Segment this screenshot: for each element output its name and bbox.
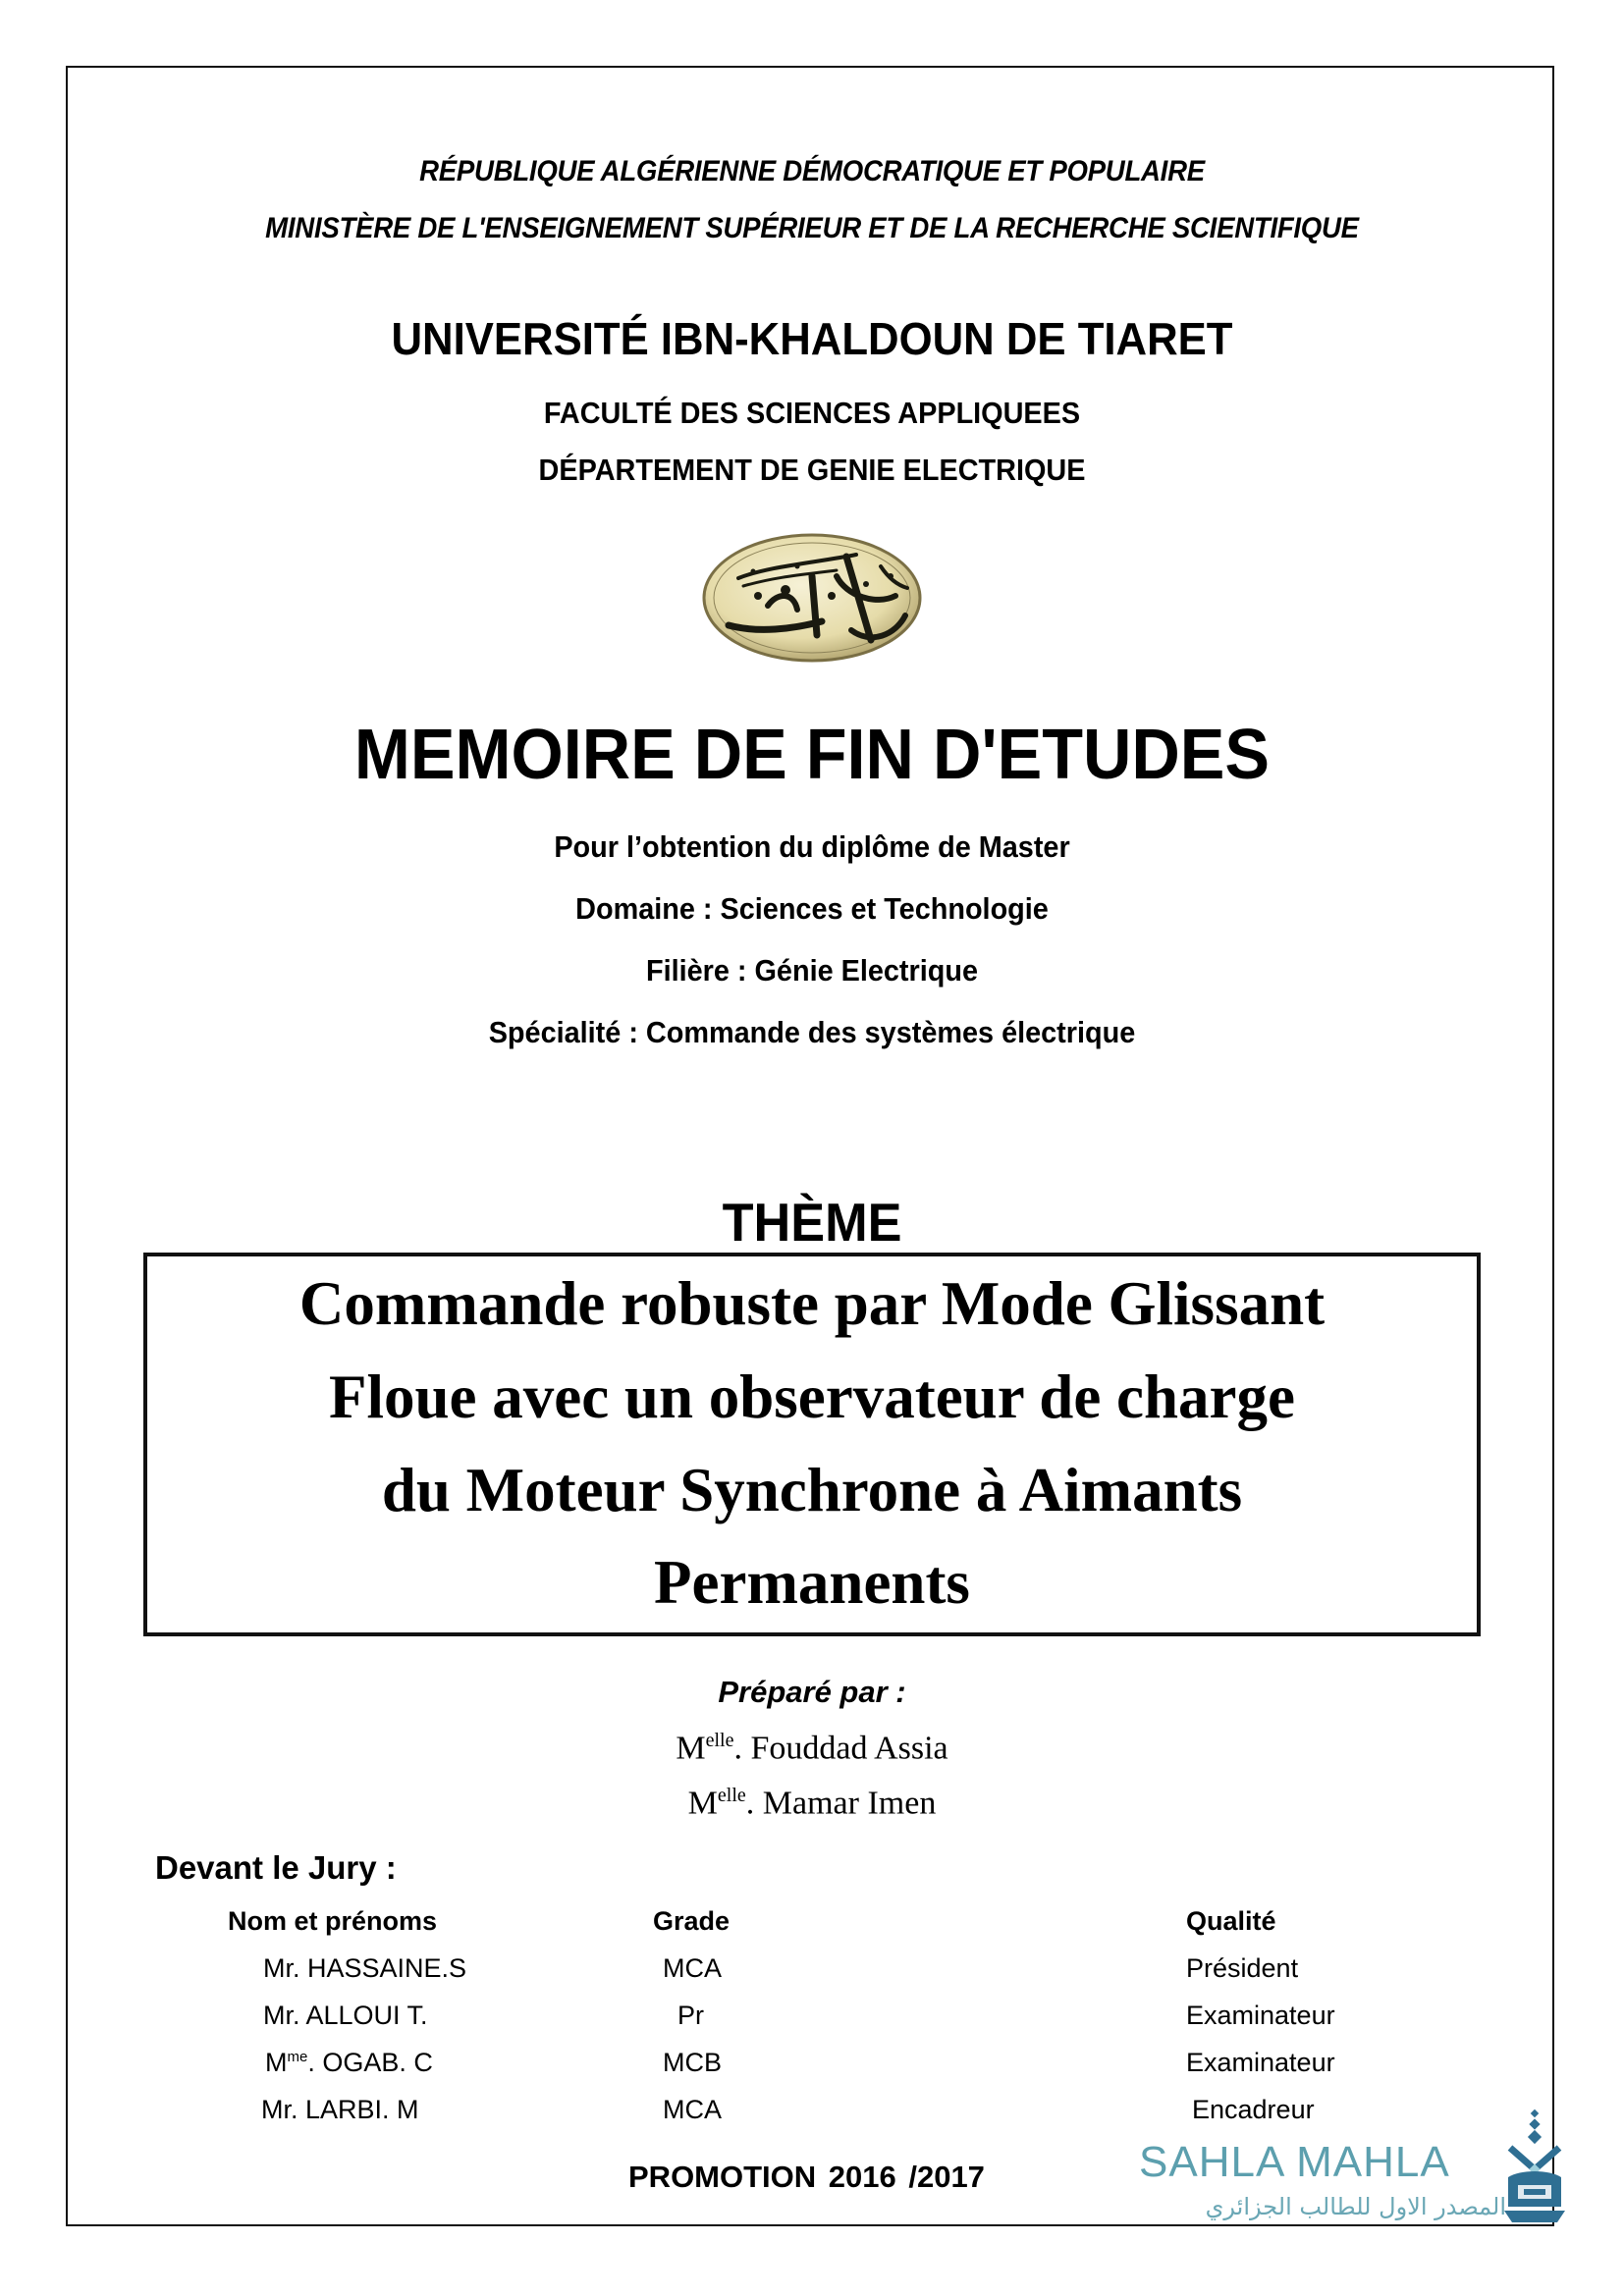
stream-line: Filière : Génie Electrique — [645, 953, 979, 988]
jury-member-grade: MCA — [663, 2095, 722, 2124]
jury-member-grade: Pr — [677, 2001, 704, 2030]
jury-member-name: Mr. LARBI. M — [261, 2095, 419, 2124]
jury-header-grade: Grade — [653, 1906, 731, 1936]
jury-header-role: Qualité — [1186, 1906, 1276, 1936]
student-title-prefix: M — [676, 1730, 706, 1767]
student-title-superscript: elle — [705, 1730, 734, 1751]
student-title-superscript: elle — [717, 1785, 746, 1806]
jury-member-role: Président — [1186, 1953, 1299, 1983]
jury-member-role: Encadreur — [1192, 2095, 1315, 2124]
republic-heading: RÉPUBLIQUE ALGÉRIENNE DÉMOCRATIQUE ET POPULAIRE — [419, 155, 1205, 187]
watermark-tagline: المصدر الاول للطالب الجزائري — [1205, 2193, 1506, 2220]
jury-member-title-superscript: me — [287, 2049, 308, 2065]
jury-member-grade: MCB — [663, 2048, 722, 2077]
specialty-line: Spécialité : Commande des systèmes électrique — [488, 1015, 1136, 1049]
jury-member-name — [265, 2048, 433, 2078]
student-name — [0, 1785, 1624, 1822]
sahla-mahla-watermark — [1139, 2128, 1571, 2236]
university-seal-logo — [699, 527, 925, 665]
university-heading: UNIVERSITÉ IBN-KHALDOUN DE TIARET — [391, 313, 1233, 364]
degree-purpose: Pour l’obtention du diplôme de Master — [554, 829, 1070, 864]
student-name-text: . Mamar Imen — [745, 1785, 937, 1822]
department-heading: DÉPARTEMENT DE GENIE ELECTRIQUE — [538, 453, 1086, 487]
student-title-prefix: M — [687, 1785, 718, 1822]
jury-member-name: Mr. ALLOUI T. — [263, 2001, 428, 2030]
student-name-text: . Fouddad Assia — [733, 1730, 948, 1767]
jury-member-role: Examinateur — [1186, 2048, 1335, 2077]
jury-member-grade: MCA — [663, 1953, 722, 1983]
document-type-title: MEMOIRE DE FIN D'ETUDES — [353, 716, 1271, 794]
jury-member-role: Examinateur — [1186, 2001, 1335, 2030]
jury-member-name: Mr. HASSAINE.S — [263, 1953, 467, 1983]
thesis-title-box — [143, 1253, 1481, 1636]
thesis-title-line: Commande robuste par Mode Glissant — [298, 1269, 1326, 1338]
student-name — [0, 1730, 1624, 1767]
promotion-year: PROMOTION 2016 /2017 — [628, 2160, 985, 2194]
ministry-heading: MINISTÈRE DE L'ENSEIGNEMENT SUPÉRIEUR ET DE LA RECHERCHE SCIENTIFIQUE — [265, 212, 1359, 244]
watermark-brand: SAHLA MAHLA — [1139, 2138, 1450, 2186]
jury-title: Devant le Jury : — [155, 1849, 397, 1886]
prepared-by-label: Préparé par : — [718, 1675, 906, 1709]
faculty-heading: FACULTÉ DES SCIENCES APPLIQUEES — [543, 396, 1081, 430]
jury-member-title-prefix: M — [265, 2048, 288, 2077]
thesis-title-line: du Moteur Synchrone à Aimants — [381, 1456, 1243, 1524]
sahla-mahla-emblem-icon — [1500, 2109, 1569, 2226]
jury-member-name-text: . OGAB. C — [307, 2048, 433, 2077]
domain-line: Domaine : Sciences et Technologie — [575, 891, 1049, 926]
theme-label: THÈME — [722, 1192, 902, 1253]
jury-header-name: Nom et prénoms — [228, 1906, 438, 1936]
thesis-title-line: Floue avec un observateur de charge — [329, 1362, 1295, 1431]
page-border — [66, 66, 1554, 2226]
thesis-title-line: Permanents — [654, 1548, 970, 1617]
